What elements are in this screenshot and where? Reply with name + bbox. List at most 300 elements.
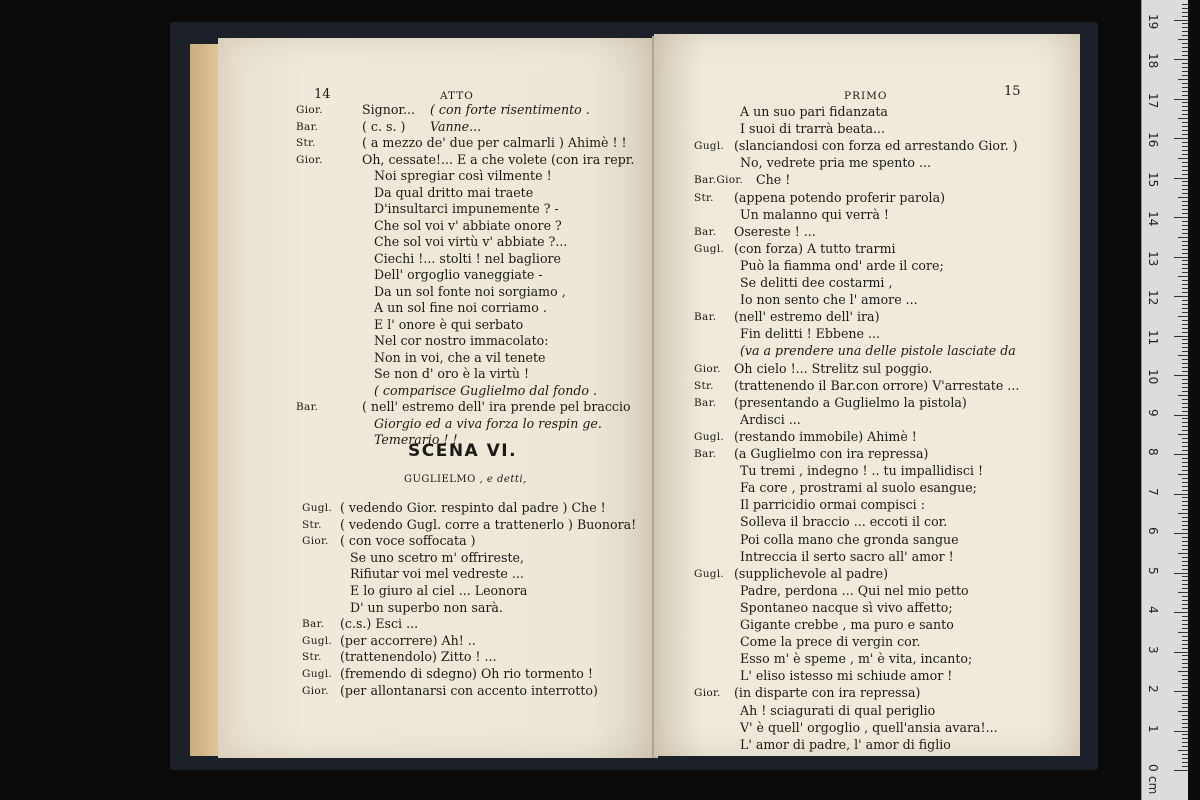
ruler-tick — [1182, 683, 1188, 684]
ruler-tick — [1182, 189, 1188, 190]
ruler-tick — [1182, 359, 1188, 360]
ruler-tick — [1182, 16, 1188, 17]
ruler-tick — [1174, 336, 1188, 337]
ruler-tick — [1182, 608, 1188, 609]
ruler-tick — [1182, 288, 1188, 289]
ruler-tick — [1174, 217, 1188, 218]
speaker-label: Str. — [302, 518, 322, 531]
speaker-label: Gugl. — [302, 634, 333, 647]
verse-line: Giorgio ed a viva forza lo respin ge. — [374, 415, 602, 431]
ruler-tick — [1182, 663, 1188, 664]
speaker-label: Bar. — [694, 396, 717, 409]
ruler-tick — [1178, 750, 1188, 751]
ruler-tick — [1182, 509, 1188, 510]
stage-direction: ( con forte risentimento . — [430, 102, 590, 117]
ruler-tick — [1182, 719, 1188, 720]
verse-line: L' eliso istesso mi schiude amor ! — [740, 668, 953, 684]
ruler-tick — [1174, 375, 1188, 376]
ruler-tick — [1182, 541, 1188, 542]
ruler-tick — [1182, 213, 1188, 214]
speaker-label: Gior. — [296, 153, 323, 166]
ruler-tick — [1182, 67, 1188, 68]
ruler-tick — [1182, 205, 1188, 206]
ruler-tick — [1182, 430, 1188, 431]
speech-line: Signor... — [362, 102, 416, 117]
ruler-tick — [1182, 106, 1188, 107]
ruler-tick — [1178, 237, 1188, 238]
ruler-tick — [1182, 470, 1188, 471]
ruler-tick — [1178, 395, 1188, 396]
ruler-tick — [1182, 458, 1188, 459]
ruler-tick — [1182, 478, 1188, 479]
ruler-tick — [1182, 426, 1188, 427]
speaker-label: Bar. — [296, 120, 319, 133]
speech-line: (nell' estremo dell' ira) — [734, 309, 880, 325]
ruler-tick — [1182, 695, 1188, 696]
verse-line: Se uno scetro m' offrireste, — [350, 549, 524, 565]
speech-line: (per accorrere) Ah! .. — [340, 632, 476, 648]
ruler-tick — [1182, 347, 1188, 348]
ruler-label: 10 — [1146, 369, 1160, 385]
page-number: 15 — [1004, 84, 1021, 99]
verse-line: Che sol voi v' abbiate onore ? — [374, 217, 562, 233]
speech-line: (con forza) A tutto trarmi — [734, 240, 896, 256]
scene-characters: GUGLIELMO , e detti, — [404, 474, 527, 485]
ruler-tick — [1182, 367, 1188, 368]
ruler-tick — [1182, 636, 1188, 637]
ruler-tick — [1182, 565, 1188, 566]
ruler-tick — [1182, 462, 1188, 463]
ruler-tick — [1174, 731, 1188, 732]
ruler-tick — [1182, 624, 1188, 625]
ruler-tick — [1182, 497, 1188, 498]
speaker-label: Gior. — [302, 535, 329, 548]
ruler-tick — [1182, 134, 1188, 135]
ruler-tick — [1182, 580, 1188, 581]
verse-line: Spontaneo nacque sì vivo affetto; — [740, 599, 953, 615]
speech-line: Osereste ! ... — [734, 223, 816, 239]
ruler-tick — [1178, 276, 1188, 277]
verse-line: A un sol fine noi corriamo . — [374, 300, 547, 315]
speech-line: (appena potendo proferir parola) — [734, 189, 946, 205]
ruler-tick — [1182, 91, 1188, 92]
ruler-tick — [1178, 711, 1188, 712]
verse-line: Intreccia il serto sacro all' amor ! — [740, 548, 954, 564]
speaker-label: Gugl. — [694, 567, 725, 580]
ruler-label: 3 — [1146, 645, 1160, 654]
ruler-tick — [1182, 517, 1188, 518]
ruler-tick — [1178, 632, 1188, 633]
ruler-tick — [1182, 422, 1188, 423]
ruler-tick — [1182, 407, 1188, 408]
ruler-tick — [1182, 162, 1188, 163]
ruler-tick — [1182, 525, 1188, 526]
ruler-tick — [1182, 363, 1188, 364]
speech-line: (presentando a Guglielmo la pistola) — [734, 394, 967, 410]
verse-line: E lo giuro al ciel ... Leonora — [350, 583, 528, 598]
verse-line: Tu tremi , indegno ! .. tu impallidisci ! — [740, 463, 984, 479]
speaker-label: Gior. — [694, 362, 721, 375]
ruler-label: 13 — [1146, 250, 1160, 266]
measurement-ruler — [1141, 0, 1188, 800]
ruler-tick — [1182, 675, 1188, 676]
ruler-tick — [1178, 592, 1188, 593]
ruler-tick — [1182, 264, 1188, 265]
ruler-tick — [1182, 47, 1188, 48]
ruler-tick — [1182, 181, 1188, 182]
speech-line: (in disparte con ira repressa) — [734, 685, 921, 701]
ruler-tick — [1182, 272, 1188, 273]
verse-line: Dell' orgoglio vaneggiate - — [374, 267, 543, 282]
ruler-tick — [1182, 482, 1188, 483]
ruler-tick — [1182, 667, 1188, 668]
ruler-tick — [1182, 51, 1188, 52]
speech-line: ( vedendo Gior. respinto dal padre ) Che ! — [340, 500, 606, 515]
speaker-label: Bar. — [302, 618, 325, 631]
ruler-tick — [1178, 158, 1188, 159]
ruler-tick — [1182, 561, 1188, 562]
ruler-tick — [1182, 403, 1188, 404]
ruler-tick — [1182, 308, 1188, 309]
ruler-tick — [1182, 75, 1188, 76]
speaker-label: Bar. — [296, 401, 319, 413]
ruler-tick — [1182, 569, 1188, 570]
speaker-label: Gior. — [302, 684, 329, 697]
ruler-label: 16 — [1146, 132, 1160, 148]
ruler-tick — [1182, 659, 1188, 660]
ruler-tick — [1182, 110, 1188, 111]
speech-line: Oh, cessate!... E a che volete (con ira repr. — [362, 151, 635, 167]
ruler-tick — [1174, 652, 1188, 653]
ruler-tick — [1174, 494, 1188, 495]
speaker-label: Gior. — [694, 687, 721, 700]
ruler-tick — [1182, 588, 1188, 589]
ruler-tick — [1174, 296, 1188, 297]
ruler-tick — [1182, 193, 1188, 194]
right-page — [654, 34, 1080, 756]
ruler-label: 4 — [1146, 606, 1160, 614]
speaker-label: Str. — [694, 191, 714, 204]
speech-line: ( vedendo Gugl. corre a trattenerlo ) Buonora! — [340, 516, 637, 532]
ruler-tick — [1182, 715, 1188, 716]
ruler-tick — [1182, 126, 1188, 127]
ruler-tick — [1182, 387, 1188, 388]
speaker-label: Gugl. — [302, 668, 333, 680]
scene-title: SCENA VI. — [408, 441, 518, 461]
ruler-tick — [1182, 146, 1188, 147]
ruler-tick — [1182, 71, 1188, 72]
ruler-tick — [1182, 225, 1188, 226]
ruler-tick — [1182, 249, 1188, 250]
ruler-tick — [1174, 573, 1188, 574]
verse-line: Da un sol fonte noi sorgiamo , — [374, 283, 566, 299]
ruler-tick — [1174, 691, 1188, 692]
ruler-label: 7 — [1146, 487, 1160, 496]
ruler-tick — [1178, 79, 1188, 80]
ruler-tick — [1182, 679, 1188, 680]
ruler-tick — [1182, 114, 1188, 115]
verse-line: D'insultarci impunemente ? - — [374, 201, 559, 216]
ruler-label: 12 — [1146, 290, 1160, 306]
ruler-tick — [1182, 411, 1188, 412]
ruler-tick — [1182, 537, 1188, 538]
verse-line: Noi spregiar così vilmente ! — [374, 168, 552, 183]
ruler-tick — [1182, 260, 1188, 261]
ruler-tick — [1182, 762, 1188, 763]
ruler-tick — [1182, 343, 1188, 344]
speech-line: Oh cielo !... Strelitz sul poggio. — [734, 360, 933, 376]
ruler-tick — [1182, 628, 1188, 629]
ruler-tick — [1182, 703, 1188, 704]
verse-line: Ciechi !... stolti ! nel bagliore — [374, 250, 562, 266]
ruler-tick — [1182, 754, 1188, 755]
ruler-tick — [1182, 351, 1188, 352]
verse-line: Fin delitti ! Ebbene ... — [740, 326, 881, 342]
ruler-tick — [1182, 501, 1188, 502]
stage-direction: Vanne... — [430, 118, 482, 134]
speech-line: (trattenendolo) Zitto ! ... — [340, 649, 497, 665]
ruler-tick — [1182, 27, 1188, 28]
ruler-tick — [1174, 415, 1188, 416]
ruler-tick — [1182, 746, 1188, 747]
ruler-tick — [1182, 616, 1188, 617]
ruler-tick — [1178, 513, 1188, 514]
ruler-tick — [1182, 699, 1188, 700]
ruler-tick — [1182, 23, 1188, 24]
ruler-label: 14 — [1146, 211, 1160, 227]
ruler-tick — [1182, 391, 1188, 392]
ruler-label: 9 — [1146, 408, 1160, 417]
running-head: PRIMO — [844, 90, 888, 102]
ruler-tick — [1182, 8, 1188, 9]
ruler-tick — [1182, 221, 1188, 222]
ruler-tick — [1182, 557, 1188, 558]
ruler-tick — [1182, 438, 1188, 439]
ruler-tick — [1182, 371, 1188, 372]
verse-line: Come la prece di vergin cor. — [740, 634, 921, 650]
speech-line: (slanciandosi con forza ed arrestando Gior. ) — [734, 138, 1018, 154]
speaker-label: Gugl. — [694, 430, 725, 443]
speaker-label: Bar.Gior. — [694, 174, 744, 187]
ruler-tick — [1182, 83, 1188, 84]
speech-line: (restando immobile) Ahimè ! — [734, 428, 917, 444]
verse-line: No, vedrete pria me spento ... — [740, 155, 931, 171]
ruler-tick — [1182, 655, 1188, 656]
ruler-tick — [1178, 434, 1188, 435]
ruler-tick — [1182, 292, 1188, 293]
ruler-tick — [1182, 600, 1188, 601]
speaker-label: Str. — [296, 137, 316, 149]
ruler-label: 11 — [1146, 329, 1160, 345]
ruler-tick — [1182, 130, 1188, 131]
ruler-tick — [1182, 505, 1188, 506]
ruler-tick — [1182, 312, 1188, 313]
ruler-tick — [1182, 4, 1188, 5]
ruler-label: 1 — [1146, 724, 1160, 733]
ruler-tick — [1182, 95, 1188, 96]
ruler-tick — [1182, 742, 1188, 743]
verse-line: V' è quell' orgoglio , quell'ansia avara!... — [740, 719, 998, 735]
ruler-tick — [1182, 185, 1188, 186]
speech-line: (a Guglielmo con ira repressa) — [734, 446, 929, 461]
verse-line: I suoi di trarrà beata... — [740, 121, 886, 137]
verse-line: Fa core , prostrami al suolo esangue; — [740, 480, 977, 496]
ruler-unit: cm — [1146, 776, 1160, 795]
ruler-tick — [1182, 620, 1188, 621]
speaker-label: Bar. — [694, 448, 717, 460]
speaker-label: Gugl. — [694, 242, 725, 255]
ruler-label: 6 — [1146, 527, 1160, 535]
ruler-tick — [1182, 687, 1188, 688]
ruler-tick — [1182, 268, 1188, 269]
speech-line: (fremendo di sdegno) Oh rio tormento ! — [340, 666, 593, 681]
speech-line: ( c. s. ) — [362, 118, 406, 134]
ruler-tick — [1182, 486, 1188, 487]
ruler-tick — [1178, 474, 1188, 475]
ruler-tick — [1182, 35, 1188, 36]
ruler-tick — [1174, 99, 1188, 100]
ruler-tick — [1182, 150, 1188, 151]
verse-line: Solleva il braccio ... eccoti il cor. — [740, 514, 948, 530]
speech-line: (c.s.) Esci ... — [340, 616, 419, 632]
page-number: 14 — [314, 87, 331, 102]
verse-line: Poi colla mano che gronda sangue — [740, 531, 959, 547]
ruler-tick — [1182, 201, 1188, 202]
ruler-tick — [1182, 640, 1188, 641]
ruler-tick — [1182, 442, 1188, 443]
speaker-label: Str. — [302, 651, 322, 664]
ruler-tick — [1174, 178, 1188, 179]
ruler-tick — [1182, 245, 1188, 246]
ruler-tick — [1178, 197, 1188, 198]
speaker-label: Gugl. — [694, 140, 725, 153]
ruler-tick — [1182, 166, 1188, 167]
verse-line: Da qual dritto mai traete — [374, 184, 534, 200]
ruler-tick — [1182, 707, 1188, 708]
ruler-tick — [1178, 39, 1188, 40]
verse-line: ( comparisce Guglielmo dal fondo . — [374, 382, 597, 398]
ruler-tick — [1182, 584, 1188, 585]
verse-line: Che sol voi virtù v' abbiate ?... — [374, 234, 568, 249]
verse-line: L' amor di padre, l' amor di figlio — [740, 736, 951, 752]
ruler-tick — [1182, 55, 1188, 56]
ruler-label: 15 — [1146, 171, 1160, 187]
ruler-tick — [1182, 727, 1188, 728]
verse-line: E l' onore è qui serbato — [374, 316, 524, 332]
speaker-label: Gugl. — [302, 502, 333, 514]
ruler-tick — [1182, 209, 1188, 210]
ruler-tick — [1182, 63, 1188, 64]
ruler-tick — [1174, 257, 1188, 258]
ruler-tick — [1182, 142, 1188, 143]
ruler-tick — [1174, 59, 1188, 60]
speech-line: (per allontanarsi con accento interrotto) — [340, 682, 598, 698]
ruler-tick — [1178, 553, 1188, 554]
ruler-tick — [1182, 253, 1188, 254]
ruler-tick — [1182, 383, 1188, 384]
ruler-tick — [1182, 644, 1188, 645]
verse-line: Gigante crebbe , ma puro e santo — [740, 617, 954, 632]
ruler-tick — [1174, 612, 1188, 613]
ruler-tick — [1182, 332, 1188, 333]
ruler-tick — [1182, 229, 1188, 230]
left-page — [218, 38, 654, 758]
ruler-tick — [1182, 339, 1188, 340]
ruler-tick — [1182, 766, 1188, 767]
verse-line: D' un superbo non sarà. — [350, 599, 503, 615]
speaker-label: Bar. — [694, 225, 717, 238]
verse-line: Può la fiamma ond' arde il core; — [740, 257, 944, 273]
ruler-tick — [1182, 154, 1188, 155]
verse-line: Se delitti dee costarmi , — [740, 275, 893, 290]
ruler-tick — [1182, 596, 1188, 597]
speaker-label: Str. — [694, 379, 714, 392]
ruler-tick — [1182, 320, 1188, 321]
verse-line: (va a prendere una delle pistole lasciate da — [740, 343, 1016, 359]
ruler-tick — [1182, 304, 1188, 305]
ruler-tick — [1182, 379, 1188, 380]
ruler-tick — [1182, 12, 1188, 13]
verse-line: Io non sento che l' amore ... — [740, 292, 918, 308]
speech-line: (supplichevole al padre) — [734, 565, 889, 581]
speaker-label: Bar. — [694, 311, 717, 324]
verse-line: Nel cor nostro immacolato: — [374, 333, 549, 348]
verse-line: Padre, perdona ... Qui nel mio petto — [740, 582, 969, 598]
running-head: ATTO — [440, 90, 474, 102]
ruler-tick — [1182, 122, 1188, 123]
ruler-tick — [1178, 355, 1188, 356]
verse-line: A un suo pari fidanzata — [740, 104, 888, 119]
ruler-tick — [1182, 324, 1188, 325]
ruler-tick — [1182, 521, 1188, 522]
verse-line: Rifiutar voi mel vedreste ... — [350, 566, 524, 582]
speech-line: ( con voce soffocata ) — [340, 533, 476, 549]
ruler-tick — [1182, 399, 1188, 400]
ruler-tick — [1182, 576, 1188, 577]
ruler-label: 8 — [1146, 448, 1160, 456]
ruler-tick — [1182, 604, 1188, 605]
verse-line: Esso m' è speme , m' è vita, incanto; — [740, 651, 973, 667]
ruler-tick — [1182, 648, 1188, 649]
ruler-tick — [1182, 174, 1188, 175]
ruler-tick — [1174, 770, 1188, 771]
ruler-tick — [1182, 418, 1188, 419]
speech-line: Che ! — [756, 172, 791, 188]
ruler-tick — [1182, 758, 1188, 759]
ruler-label: 2 — [1146, 685, 1160, 693]
ruler-tick — [1182, 450, 1188, 451]
ruler-tick — [1174, 20, 1188, 21]
speech-line: (trattenendo il Bar.con orrore) V'arrestate ... — [734, 377, 1020, 393]
ruler-tick — [1182, 241, 1188, 242]
ruler-tick — [1182, 280, 1188, 281]
ruler-tick — [1182, 529, 1188, 530]
ruler-tick — [1182, 31, 1188, 32]
verse-line: Un malanno qui verrà ! — [740, 206, 889, 222]
ruler-tick — [1178, 118, 1188, 119]
ruler-label: 0 — [1146, 764, 1160, 772]
verse-line: Il parricidio ormai compisci : — [740, 497, 925, 513]
ruler-tick — [1182, 549, 1188, 550]
verse-line: Non in voi, che a vil tenete — [374, 349, 546, 365]
speaker-label: Gior. — [296, 104, 323, 116]
verse-line: Se non d' oro è la virtù ! — [374, 366, 529, 381]
ruler-tick — [1174, 533, 1188, 534]
ruler-label: 5 — [1146, 566, 1160, 575]
speech-line: ( a mezzo de' due per calmarli ) Ahimè ! ! — [362, 135, 627, 150]
ruler-tick — [1182, 490, 1188, 491]
ruler-tick — [1182, 466, 1188, 467]
